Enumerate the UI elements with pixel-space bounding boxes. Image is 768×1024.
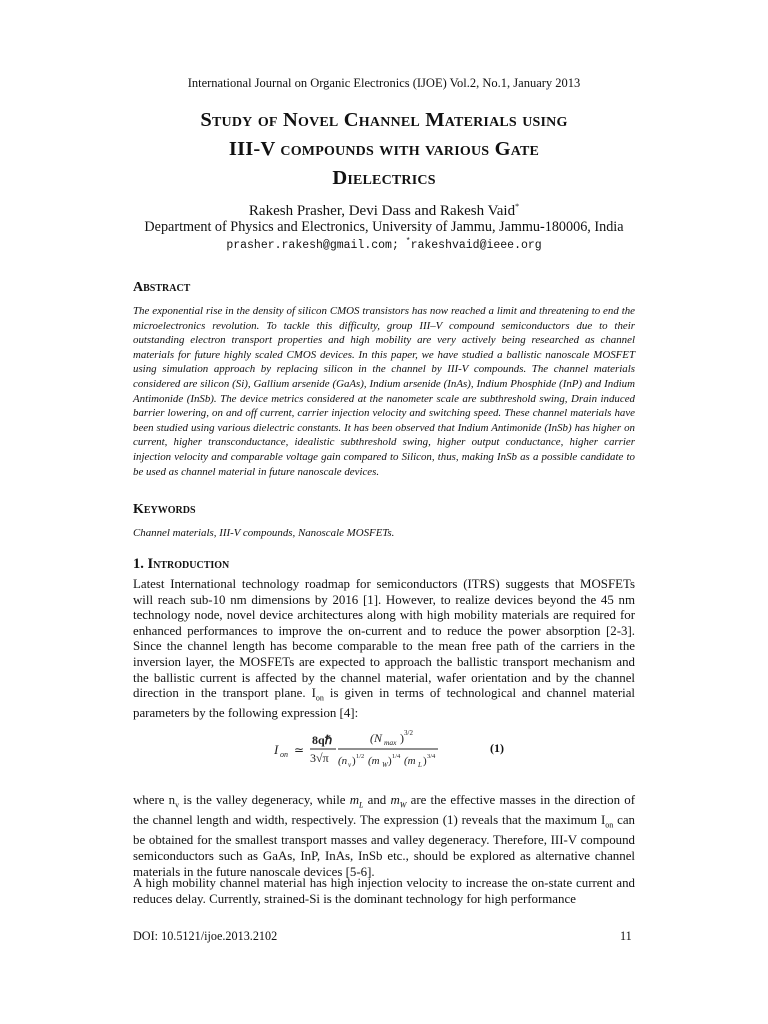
abstract-text: The exponential rise in the density of silicon CMOS transistors has now reached a limit and threatening to end the microelectronics revolution. To tackle this difficulty, group III–V compound semiconductors due to their outstanding electron transport properties and high mobility are very actively being researched as channel materials for future highly scaled CMOS devices. In this paper, we have studied a ballistic nanoscale MOSFET using simulation approach by replacing silicon in the channel by III-V compounds. The channel materials considered are silicon (Si), Gallium arsenide (GaAs), Indium arsenide (InAs), Indium Phosphide (InP) and Indium Antimonide (InSb). The device metrics considered at the nanometer scale are subthreshold swing, Drain induced barrier lowering, on and off current, carrier injection velocity and switching speed. These channel materials have been studied using various dielectric constants. It has been observed that Indium Antimonide (InSb) has higher on current, higher transconductance, idealistic subthreshold swing, higher output conductance, higher carrier injection velocity and comparable voltage gain compared to Silicon, thus, making InSb as a possible candidate to be used as channel material in future nanoscale devices. bbox=[133, 305, 635, 478]
affiliation: Department of Physics and Electronics, University of Jammu, Jammu-180006, India bbox=[144, 219, 624, 235]
para-text: can be obtained for the smallest transport masses and valley degeneracy. Therefore, III-V compound semiconductors such as GaAs, InP, InAs, InSb etc., should be explored as alternative channel materials in the future nanoscale devices [5-6]. bbox=[133, 813, 635, 879]
eq-constant-numerator: 8qℏ bbox=[312, 733, 333, 747]
eq-numerator-close: ) bbox=[400, 731, 404, 745]
math-symbol: m bbox=[349, 793, 360, 807]
eq-numerator-exp: 3/2 bbox=[404, 729, 413, 737]
running-header: International Journal on Organic Electronics (IJOE) Vol.2, No.1, January 2013 bbox=[187, 76, 581, 90]
para-text: is the valley degeneracy, while bbox=[179, 793, 350, 807]
subscript: W bbox=[399, 800, 407, 810]
eq-den-ml-exp: 3/4 bbox=[427, 753, 436, 760]
author-names: Rakesh Prasher, Devi Dass and Rakesh Vaid bbox=[248, 203, 516, 219]
paper-title bbox=[84, 106, 684, 193]
eq-den-nv: (n bbox=[338, 755, 348, 767]
eq-den-mw-close: ) bbox=[388, 755, 392, 767]
email-1[interactable]: prasher.rakesh@gmail.com; bbox=[226, 238, 406, 252]
email-2[interactable]: rakeshvaid@ieee.org bbox=[410, 238, 542, 252]
eq-den-ml: (m bbox=[404, 755, 416, 767]
eq-lhs: I bbox=[274, 742, 279, 757]
intro-paragraph-3: A high mobility channel material has high injection velocity to increase the on-state current and reduces delay. Currently, strained-Si is the dominant technology for high performance bbox=[133, 876, 635, 906]
subscript: on bbox=[605, 820, 614, 830]
title-line: III-V compounds with various Gate bbox=[228, 138, 540, 160]
eq-den-nv-exp: 1/2 bbox=[356, 753, 365, 760]
eq-numerator: (N bbox=[370, 731, 382, 745]
intro-paragraph-1 bbox=[133, 577, 635, 722]
keywords-heading: Keywords bbox=[133, 502, 196, 517]
eq-den-mw-sub: W bbox=[382, 761, 388, 769]
eq-den-mw: (m bbox=[368, 755, 380, 767]
footer-doi[interactable]: DOI: 10.5121/ijoe.2013.2102 bbox=[133, 929, 278, 943]
section-number: 1. bbox=[133, 556, 148, 572]
title-line: Study of Novel Channel Materials using bbox=[200, 109, 568, 131]
title-line: Dielectrics bbox=[332, 167, 436, 189]
subscript: L bbox=[359, 800, 364, 810]
para-text: where n bbox=[133, 793, 176, 807]
para-text: is given in terms of technological and channel material parameters by the following expression [4]: bbox=[133, 686, 635, 721]
para-text: and bbox=[363, 793, 391, 807]
section-title: Introduction bbox=[147, 556, 230, 572]
intro-paragraph-2 bbox=[133, 793, 635, 880]
subscript: on bbox=[315, 693, 324, 703]
email-mark: * bbox=[405, 237, 411, 246]
eq-den-mw-exp: 1/4 bbox=[392, 753, 401, 760]
eq-numerator-sub: max bbox=[384, 738, 397, 747]
corresponding-mark: * bbox=[515, 202, 520, 211]
para-text: Latest International technology roadmap for semiconductors (ITRS) suggests that MOSFETs will reach sub-10 nm dimensions by 2016 [1]. However, to realize devices beyond the 45 nm technology node, novel device architectures along with high mobility materials are required for enhanced performances to improve the on-current and to reduce the power absorption [2-3]. Since the channel length has become comparable to the mean free path of the carriers in the inversion layer, the MOSFETs are expected to approach the ballistic transport mechanism and the ballistic current is affected by the channel material, wafer orientation and by the channel direction in the transport plane. I bbox=[133, 577, 635, 701]
section-heading-introduction bbox=[133, 556, 229, 573]
eq-den-nv-close: ) bbox=[352, 755, 356, 767]
eq-den-nv-sub: v bbox=[348, 761, 352, 769]
eq-constant-denominator: 3√π bbox=[310, 751, 329, 765]
abstract-heading: Abstract bbox=[133, 280, 191, 295]
page-number: 11 bbox=[620, 929, 632, 943]
equation-number: (1) bbox=[490, 741, 504, 755]
eq-lhs-sub: on bbox=[280, 750, 288, 759]
subscript: v bbox=[175, 800, 180, 810]
eq-den-ml-sub: L bbox=[418, 761, 422, 769]
math-symbol: m bbox=[390, 793, 400, 807]
keywords-text: Channel materials, III-V compounds, Nanoscale MOSFETs. bbox=[133, 527, 395, 539]
eq-approx: ≃ bbox=[294, 743, 305, 757]
author-emails bbox=[0, 237, 768, 252]
equation-1 bbox=[272, 728, 522, 772]
para-text: are the effective masses in the direction of the channel length and width, respectively. The expression (1) reveals that the maximum I bbox=[133, 793, 635, 828]
eq-den-ml-close: ) bbox=[423, 755, 427, 767]
authors bbox=[0, 202, 768, 220]
